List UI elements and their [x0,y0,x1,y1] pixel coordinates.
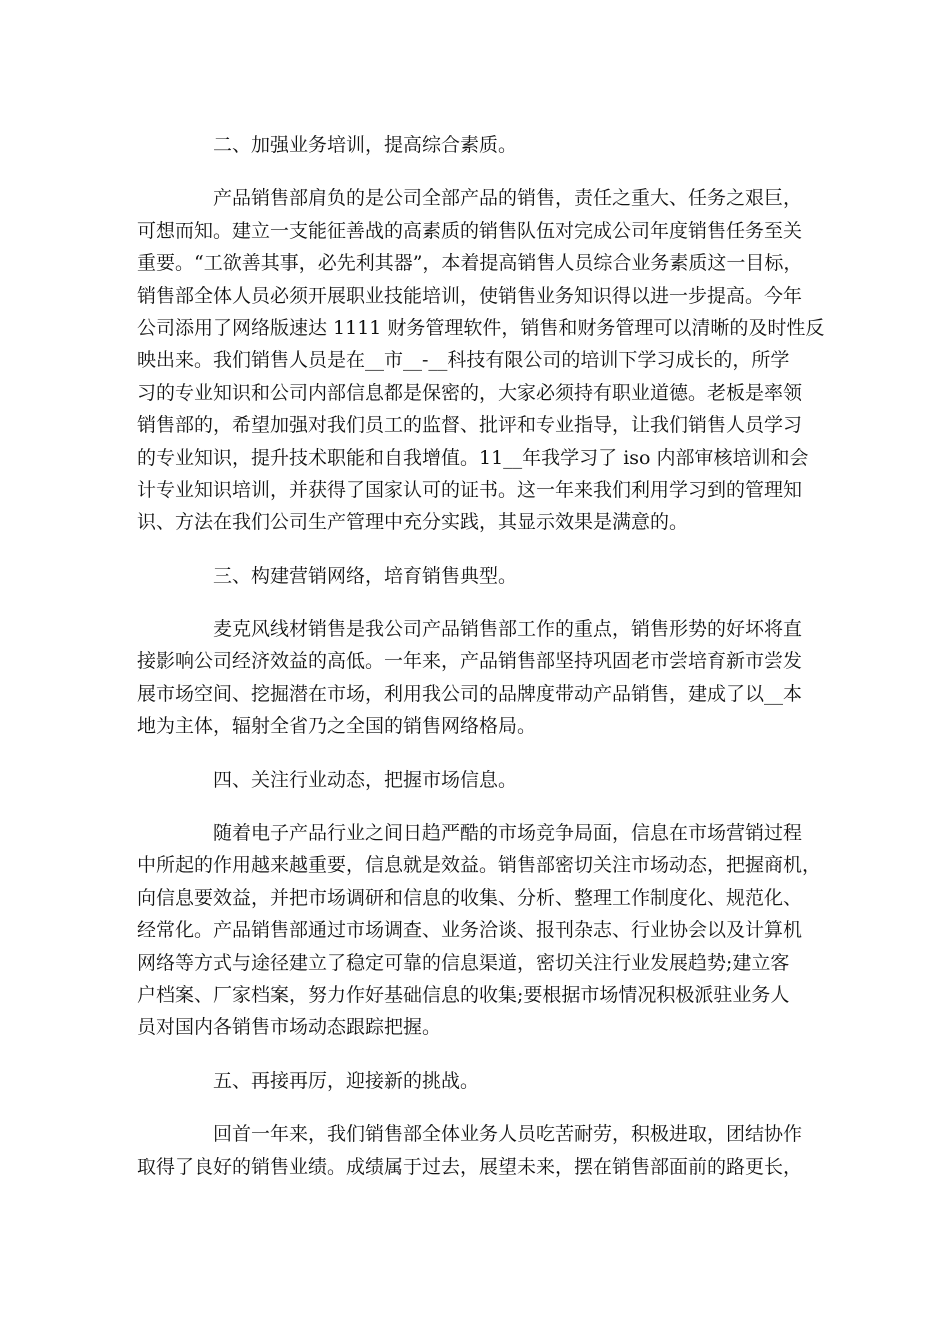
paragraph-line: 习的专业知识和公司内部信息都是保密的，大家必须持有职业道德。老板是率领 [137,381,803,404]
paragraph-line: 产品销售部肩负的是公司全部产品的销售，责任之重大、任务之艰巨， [213,187,803,210]
paragraph-line: 户档案、厂家档案，努力作好基础信息的收集;要根据市场情况积极派驻业务人 [137,983,790,1006]
paragraph-line: 的专业知识，提升技术职能和自我增值。11__年我学习了 iso 内部审核培训和会 [137,446,809,469]
paragraph-line: 映出来。我们销售人员是在__市__-__科技有限公司的培训下学习成长的，所学 [137,349,790,372]
paragraph-gap [137,592,813,613]
paragraph-line: 销售部的，希望加强对我们员工的监督、批评和专业指导，让我们销售人员学习 [137,414,803,437]
paragraph-line: 地为主体，辐射全省乃之全国的销售网络格局。 [137,715,537,738]
paragraph-line: 网络等方式与途径建立了稳定可靠的信息渠道，密切关注行业发展趋势;建立客 [137,951,790,974]
paragraph-line: 向信息要效益，并把市场调研和信息的收集、分析、整理工作制度化、规范化、 [137,886,803,909]
paragraph-line: 经常化。产品销售部通过市场调查、业务洽谈、报刊杂志、行业协会以及计算机 [137,919,803,942]
paragraph-line: 回首一年来，我们销售部全体业务人员吃苦耐劳，积极进取，团结协作 [213,1123,803,1146]
section-heading: 四、关注行业动态，把握市场信息。 [213,768,518,791]
paragraph-gap [137,1044,813,1065]
paragraph-line: 中所起的作用越来越重要，信息就是效益。销售部密切关注市场动态，把握商机， [137,854,822,877]
paragraph-line: 员对国内各销售市场动态跟踪把握。 [137,1016,442,1039]
paragraph-gap [137,743,813,764]
paragraph-line: 可想而知。建立一支能征善战的高素质的销售队伍对完成公司年度销售任务至关 [137,219,803,242]
paragraph-line: 麦克风线材销售是我公司产品销售部工作的重点，销售形势的好坏将直 [213,618,803,641]
section-heading: 五、再接再厉，迎接新的挑战。 [213,1069,480,1092]
paragraph-line: 计专业知识培训，并获得了国家认可的证书。这一年来我们利用学习到的管理知 [137,478,803,501]
paragraph-gap [137,161,813,182]
paragraph-gap [137,539,813,560]
paragraph-gap [137,796,813,817]
paragraph-line: 取得了良好的销售业绩。成绩属于过去，展望未来，摆在销售部面前的路更长， [137,1155,803,1178]
section-heading: 二、加强业务培训，提高综合素质。 [213,134,518,156]
section-heading: 三、构建营销网络，培育销售典型。 [213,564,518,587]
document-body [137,129,825,1183]
paragraph-gap [137,1097,813,1118]
paragraph-line: 接影响公司经济效益的高低。一年来，产品销售部坚持巩固老市尝培育新市尝发 [137,650,803,673]
paragraph-line: 展市场空间、挖掘潜在市场，利用我公司的品牌度带动产品销售，建成了以__本 [137,682,803,705]
paragraph-line: 随着电子产品行业之间日趋严酷的市场竞争局面，信息在市场营销过程 [213,822,803,845]
paragraph-line: 公司添用了网络版速达 1111 财务管理软件，销售和财务管理可以清晰的及时性反 [137,316,825,339]
paragraph-line: 重要。“工欲善其事，必先利其器”，本着提高销售人员综合业务素质这一目标， [137,252,803,275]
paragraph-line: 销售部全体人员必须开展职业技能培训，使销售业务知识得以进一步提高。今年 [137,284,803,307]
paragraph-line: 识、方法在我们公司生产管理中充分实践，其显示效果是满意的。 [137,511,689,534]
